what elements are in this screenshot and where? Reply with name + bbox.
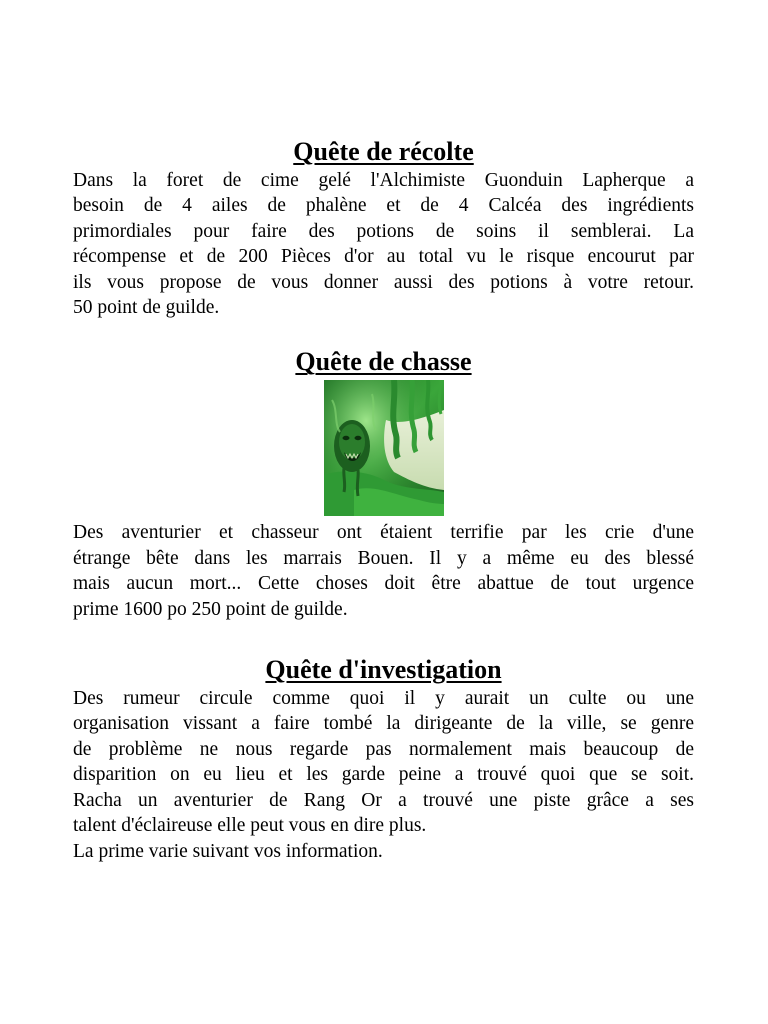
quest-hunt-description [73, 520, 694, 622]
quest-investigation-line: Racha un aventurier de Rang Or a trouvé une piste grâce a ses [73, 789, 694, 811]
quest-harvest-line: 50 point de guilde. [73, 297, 220, 319]
green-slime-creature-illustration [324, 380, 444, 516]
quest-harvest-description [73, 168, 694, 320]
quest-hunt-line: mais aucun mort... Cette choses doit être abattue de tout urgence [73, 573, 694, 595]
quest-investigation-line: organisation vissant a faire tombé la dirigeante de la ville, se genre [73, 713, 694, 735]
quest-harvest-title: Quête de récolte [293, 137, 474, 166]
quest-hunt-section [73, 346, 694, 622]
quest-hunt-title: Quête de chasse [295, 347, 472, 377]
quest-harvest-line: primordiales pour faire des potions de soins il semblerai. La [73, 220, 694, 242]
quest-investigation-section [73, 654, 694, 864]
quest-investigation-description [73, 686, 694, 864]
quest-board-page [73, 136, 694, 864]
quest-harvest-line: besoin de 4 ailes de phalène et de 4 Calcéa des ingrédients [73, 195, 694, 217]
quest-harvest-line: récompense et de 200 Pièces d'or au total vu le risque encourut par [73, 246, 694, 268]
quest-investigation-line: Des rumeur circule comme quoi il y aurait un culte ou une [73, 688, 694, 710]
quest-harvest-line: Dans la foret de cime gelé l'Alchimiste Guonduin Lapherque a [73, 170, 694, 191]
quest-investigation-line: de problème ne nous regarde pas normalement mais beaucoup de [73, 738, 694, 760]
quest-harvest-section [73, 136, 694, 320]
quest-investigation-line: disparition on eu lieu et les garde peine a trouvé quoi que se soit. [73, 764, 694, 786]
quest-hunt-line: Des aventurier et chasseur ont étaient terrifie par les crie d'une [73, 522, 694, 544]
quest-hunt-line: prime 1600 po 250 point de guilde. [73, 598, 348, 620]
quest-harvest-line: ils vous propose de vous donner aussi des potions à votre retour. [73, 271, 694, 293]
quest-investigation-line: La prime varie suivant vos information. [73, 840, 383, 862]
quest-investigation-line: talent d'éclaireuse elle peut vous en dire plus. [73, 815, 427, 837]
quest-hunt-line: étrange bête dans les marrais Bouen. Il y a même eu des blessé [73, 547, 694, 569]
quest-investigation-title: Quête d'investigation [265, 655, 502, 685]
creature-image-frame [73, 380, 694, 516]
